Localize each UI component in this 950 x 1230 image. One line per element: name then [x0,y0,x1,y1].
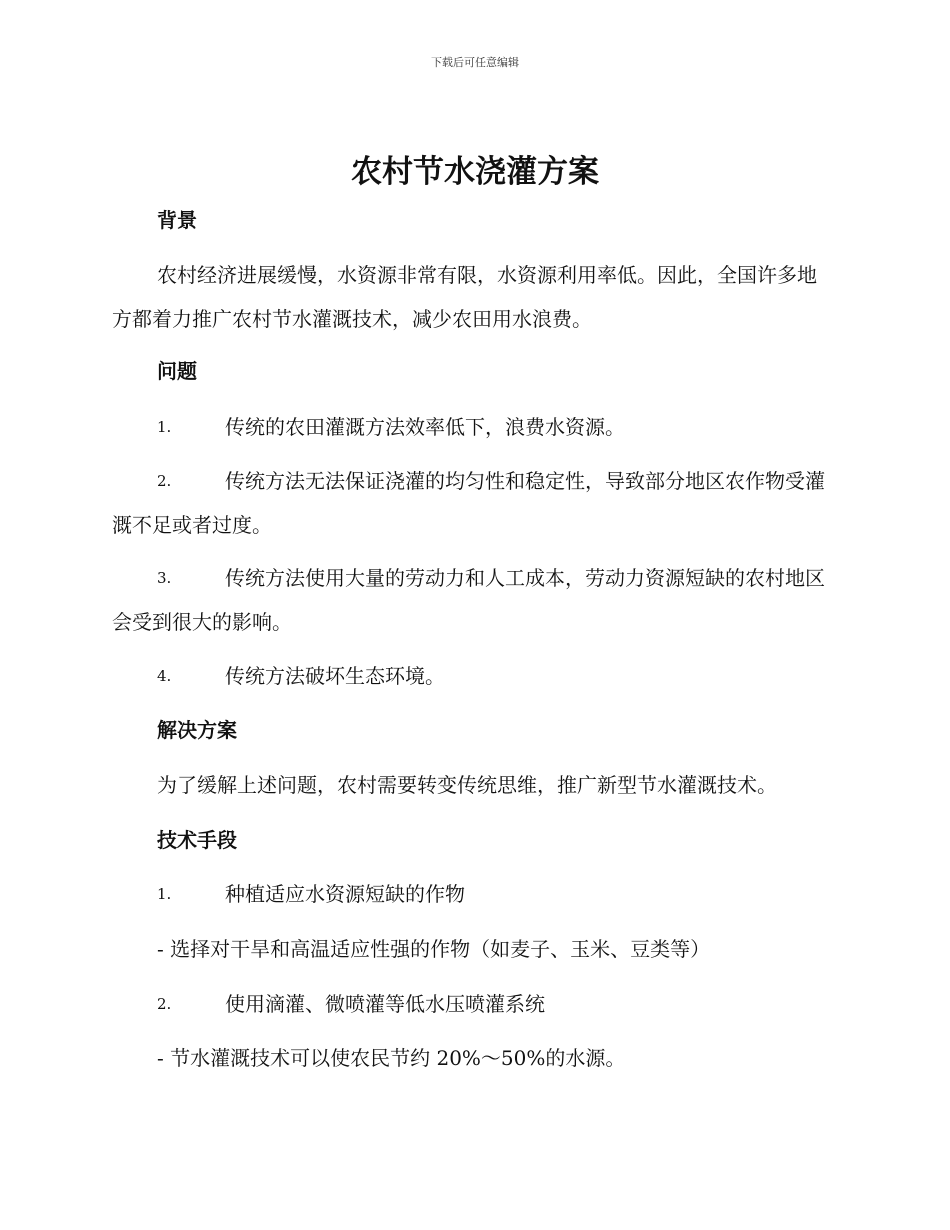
heading-problems: 问题 [157,359,197,383]
technique-number: 2. [157,995,172,1013]
technique-number: 1. [157,885,172,903]
problem-text: 传统方法破坏生态环境。 [225,664,445,688]
background-paragraph: 农村经济进展缓慢，水资源非常有限，水资源利用率低。因此，全国许多地方都着力推广农村节水灌溉技术，减少农田用水浪费。 [112,263,817,331]
problem-item-3 [112,556,832,644]
page-header: 下载后可任意编辑 [431,56,519,69]
technique-note-1: - 选择对干旱和高温适应性强的作物（如麦子、玉米、豆类等） [157,937,711,961]
technique-item-1 [112,872,832,916]
technique-item-2 [112,982,832,1026]
solution-paragraph: 为了缓解上述问题，农村需要转变传统思维，推广新型节水灌溉技术。 [157,773,777,797]
document-title: 农村节水浇灌方案 [351,154,599,190]
heading-solution: 解决方案 [157,718,237,742]
technique-text: 种植适应水资源短缺的作物 [225,882,465,906]
technique-note-2: - 节水灌溉技术可以使农民节约 20%～50%的水源。 [157,1046,626,1070]
heading-background: 背景 [157,208,197,232]
problem-item-4 [112,654,832,698]
problem-item-1 [112,405,832,449]
problem-number: 1. [157,418,172,436]
problem-item-2 [112,459,832,547]
heading-techniques: 技术手段 [157,828,237,852]
problem-number: 4. [157,667,172,685]
problem-text: 传统方法无法保证浇灌的均匀性和稳定性，导致部分地区农作物受灌溉不足或者过度。 [112,469,825,537]
problem-number: 3. [157,569,172,587]
problem-text: 传统方法使用大量的劳动力和人工成本，劳动力资源短缺的农村地区会受到很大的影响。 [112,566,825,634]
problem-text: 传统的农田灌溉方法效率低下，浪费水资源。 [225,415,625,439]
problem-number: 2. [157,472,172,490]
technique-text: 使用滴灌、微喷灌等低水压喷灌系统 [225,992,545,1016]
